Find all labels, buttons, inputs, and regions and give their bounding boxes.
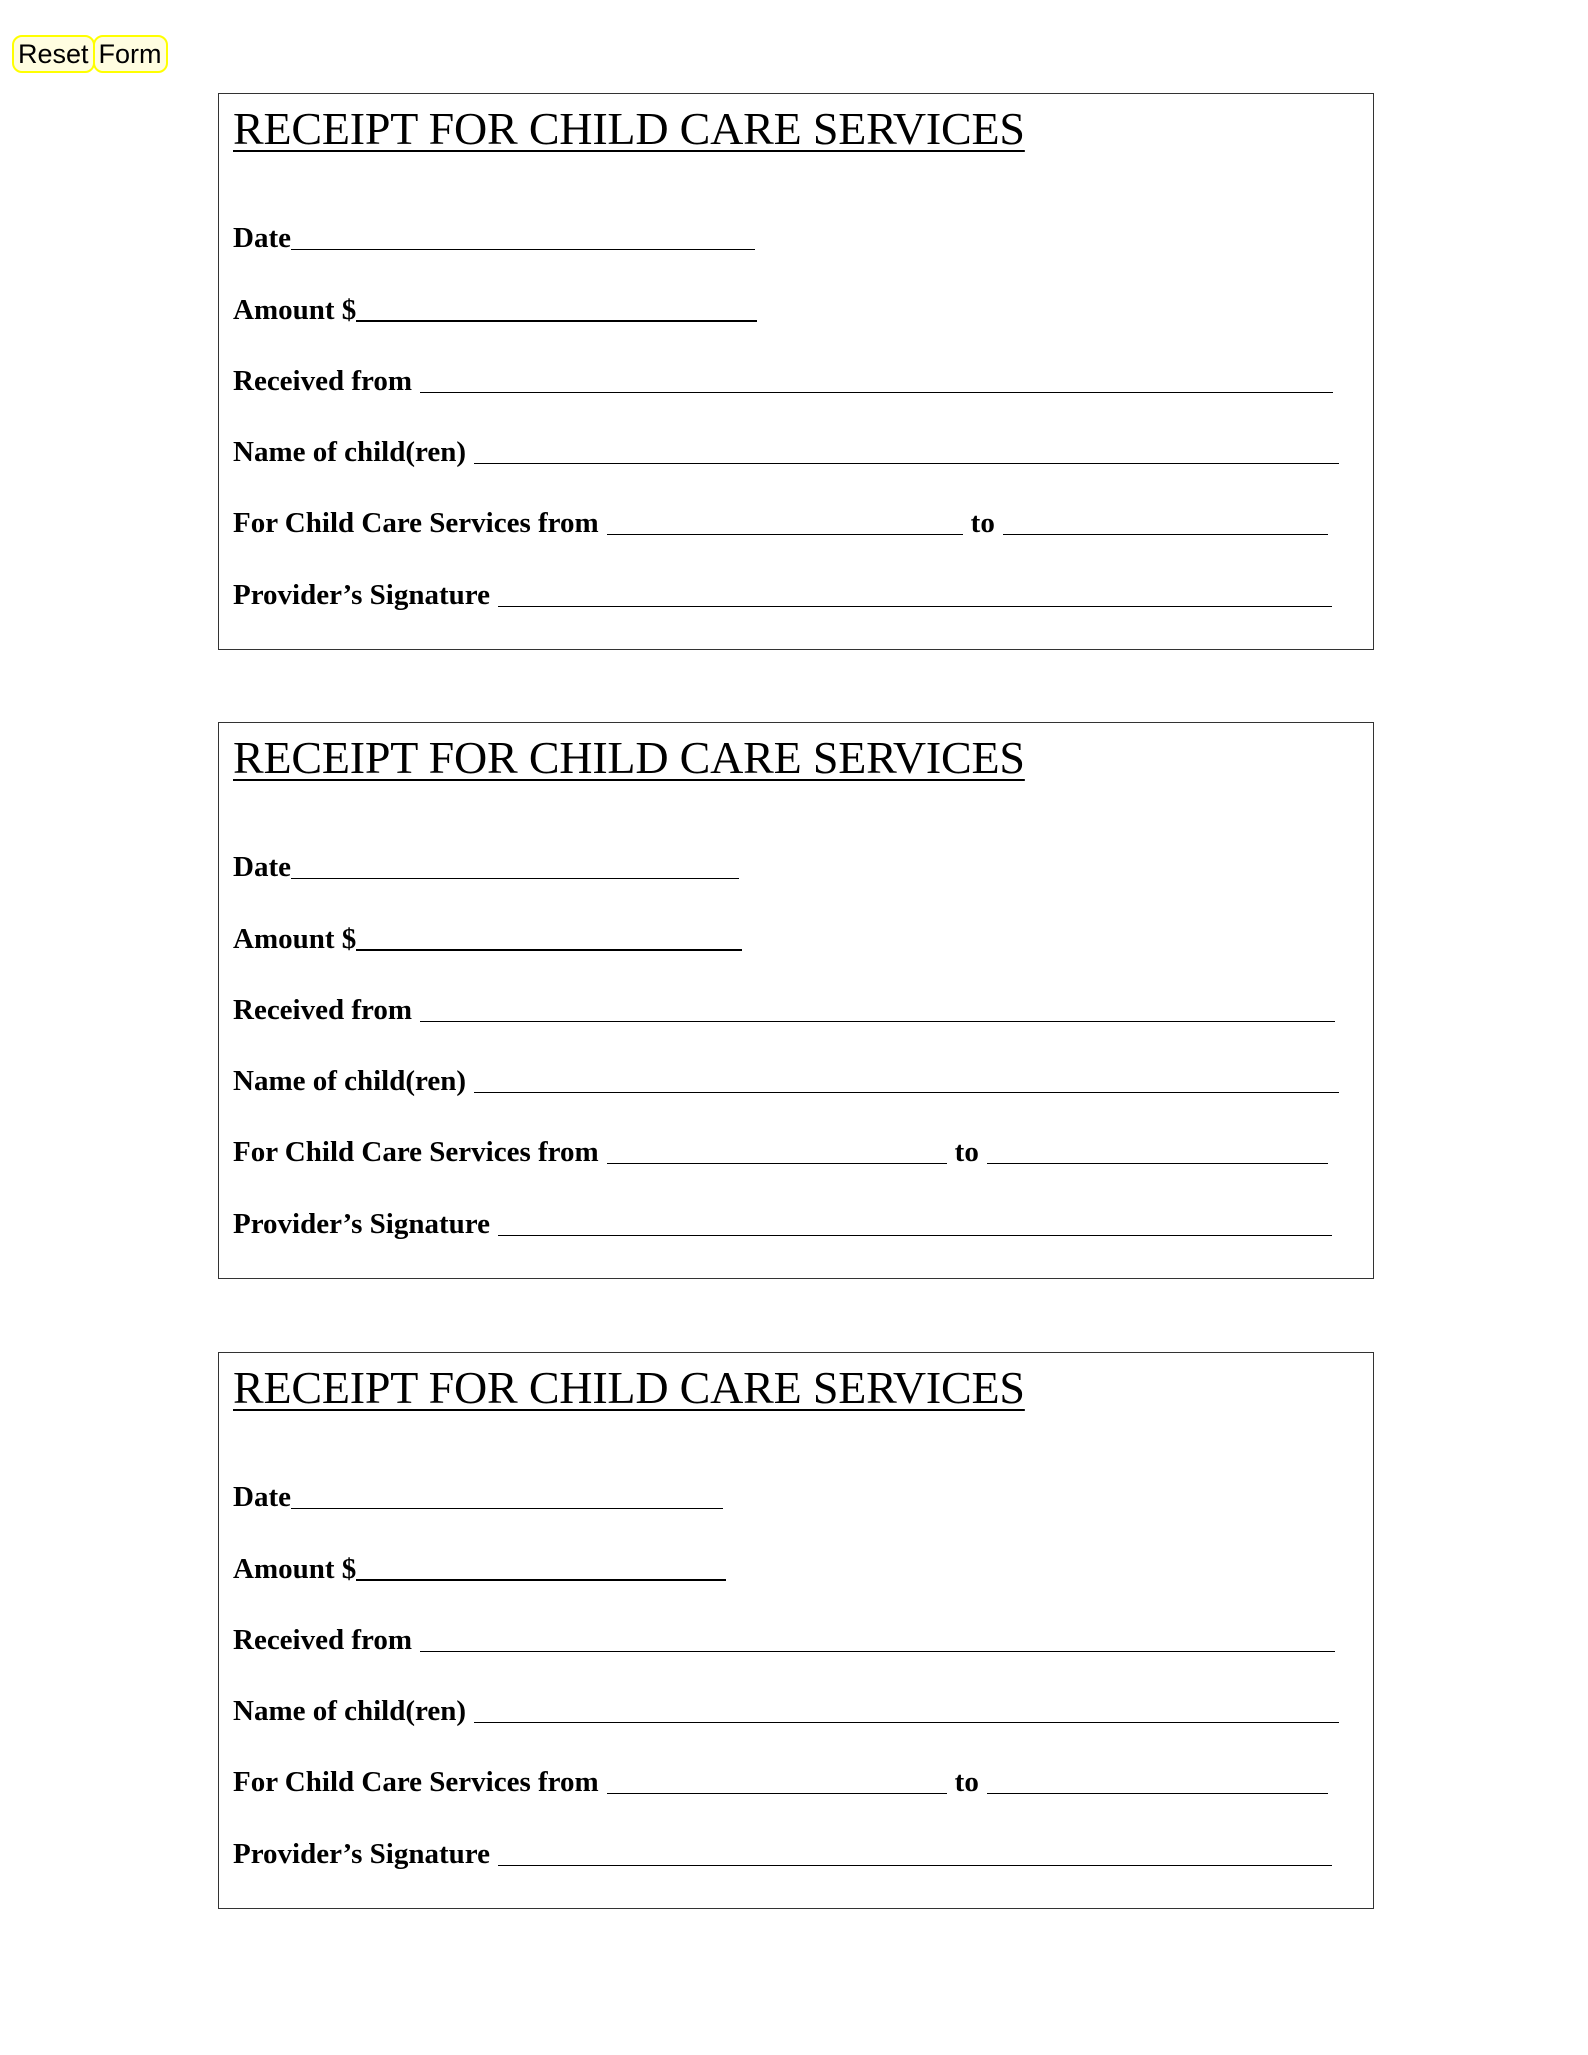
received-from-row [233,365,1333,397]
date-label: Date [233,1481,291,1513]
signature-field[interactable] [498,606,1332,607]
date-row [233,222,755,254]
form-label[interactable]: Form [93,35,168,73]
signature-field[interactable] [498,1865,1332,1866]
children-label: Name of child(ren) [233,436,467,468]
children-row [233,436,1339,468]
services-from-field[interactable] [607,1163,947,1164]
services-row [233,507,1328,539]
children-row [233,1695,1339,1727]
signature-row [233,1838,1332,1870]
children-label: Name of child(ren) [233,1695,467,1727]
to-label: to [970,507,995,539]
receipt-3 [218,1352,1374,1909]
services-to-field[interactable] [987,1163,1328,1164]
children-row [233,1065,1339,1097]
date-field[interactable] [291,878,739,879]
amount-field[interactable] [356,1579,726,1581]
children-field[interactable] [474,1722,1339,1723]
amount-row [233,1553,726,1585]
received-from-label: Received from [233,1624,413,1656]
amount-label: Amount $ [233,923,357,955]
services-from-label: For Child Care Services from [233,1766,599,1798]
signature-field[interactable] [498,1235,1332,1236]
date-label: Date [233,851,291,883]
services-row [233,1136,1328,1168]
amount-label: Amount $ [233,1553,357,1585]
received-from-field[interactable] [420,1651,1335,1652]
signature-label: Provider’s Signature [233,1838,490,1870]
amount-field[interactable] [356,949,742,951]
children-label: Name of child(ren) [233,1065,467,1097]
date-label: Date [233,222,291,254]
received-from-row [233,994,1335,1026]
received-from-row [233,1624,1335,1656]
services-to-field[interactable] [1003,534,1328,535]
receipt-title: RECEIPT FOR CHILD CARE SERVICES [233,1362,1025,1413]
amount-row [233,923,742,955]
reset-form-button[interactable] [12,36,168,72]
amount-label: Amount $ [233,294,357,326]
received-from-label: Received from [233,365,413,397]
services-row [233,1766,1328,1798]
date-field[interactable] [291,249,755,250]
receipt-1 [218,93,1374,650]
to-label: to [954,1766,979,1798]
signature-label: Provider’s Signature [233,579,490,611]
reset-label[interactable]: Reset [12,35,95,73]
receipt-2 [218,722,1374,1279]
to-label: to [954,1136,979,1168]
amount-field[interactable] [356,320,757,322]
services-to-field[interactable] [987,1793,1328,1794]
services-from-label: For Child Care Services from [233,1136,599,1168]
receipt-title: RECEIPT FOR CHILD CARE SERVICES [233,103,1025,154]
date-field[interactable] [291,1508,723,1509]
children-field[interactable] [474,1092,1339,1093]
receipt-title: RECEIPT FOR CHILD CARE SERVICES [233,732,1025,783]
services-from-field[interactable] [607,1793,947,1794]
received-from-label: Received from [233,994,413,1026]
signature-row [233,1208,1332,1240]
signature-row [233,579,1332,611]
services-from-label: For Child Care Services from [233,507,599,539]
children-field[interactable] [474,463,1339,464]
received-from-field[interactable] [420,392,1333,393]
received-from-field[interactable] [420,1021,1335,1022]
signature-label: Provider’s Signature [233,1208,490,1240]
date-row [233,1481,723,1513]
services-from-field[interactable] [607,534,963,535]
amount-row [233,294,757,326]
date-row [233,851,739,883]
